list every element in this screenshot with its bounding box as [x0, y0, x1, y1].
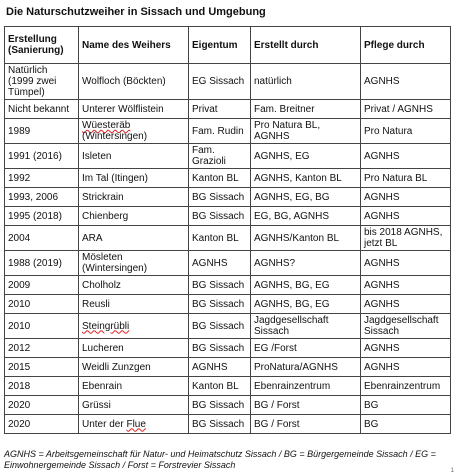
cell-erstellung: 2009: [5, 276, 79, 295]
cell-pflege-durch: AGNHS: [361, 295, 451, 314]
cell-name: Cholholz: [79, 276, 189, 295]
cell-pflege-durch: BG: [361, 396, 451, 415]
cell-pflege-durch: AGNHS: [361, 251, 451, 276]
cell-eigentum: AGNHS: [189, 358, 251, 377]
cell-erstellt-durch: AGNHS, EG, BG: [251, 188, 361, 207]
cell-pflege-durch: AGNHS: [361, 339, 451, 358]
table-row: [5, 314, 451, 339]
cell-eigentum: BG Sissach: [189, 339, 251, 358]
cell-erstellt-durch: BG / Forst: [251, 415, 361, 434]
table-row: [5, 144, 451, 169]
cell-eigentum: BG Sissach: [189, 415, 251, 434]
table-row: [5, 295, 451, 314]
table-row: [5, 358, 451, 377]
header-pflege-durch: Pflege durch: [361, 27, 451, 64]
table-header-row: [5, 27, 451, 64]
cell-pflege-durch: Pro Natura: [361, 119, 451, 144]
cell-name: Unter der Flue: [79, 415, 189, 434]
cell-erstellung: 1993, 2006: [5, 188, 79, 207]
cell-erstellung: 2018: [5, 377, 79, 396]
cell-pflege-durch: Jagdgesellschaft Sissach: [361, 314, 451, 339]
cell-name: Wolfloch (Böckten): [79, 64, 189, 100]
cell-pflege-durch: AGNHS: [361, 64, 451, 100]
cell-erstellt-durch: Fam. Breitner: [251, 100, 361, 119]
table-row: [5, 100, 451, 119]
cell-erstellt-durch: ProNatura/AGNHS: [251, 358, 361, 377]
cell-name: Unterer Wölflistein: [79, 100, 189, 119]
page-title: Die Naturschutzweiher in Sissach und Umgebung: [6, 6, 266, 18]
ponds-table: [4, 26, 451, 434]
cell-erstellung: 1995 (2018): [5, 207, 79, 226]
header-erstellt-durch: Erstellt durch: [251, 27, 361, 64]
cell-erstellt-durch: natürlich: [251, 64, 361, 100]
table-row: [5, 207, 451, 226]
cell-erstellung: 1992: [5, 169, 79, 188]
table-body: [5, 64, 451, 434]
table-row: [5, 169, 451, 188]
cell-name: Weidli Zunzgen: [79, 358, 189, 377]
cell-erstellt-durch: EG, BG, AGNHS: [251, 207, 361, 226]
cell-pflege-durch: bis 2018 AGNHS, jetzt BL: [361, 226, 451, 251]
cell-pflege-durch: AGNHS: [361, 188, 451, 207]
cell-eigentum: Kanton BL: [189, 169, 251, 188]
cell-pflege-durch: AGNHS: [361, 144, 451, 169]
cell-pflege-durch: AGNHS: [361, 276, 451, 295]
table-row: [5, 339, 451, 358]
cell-name: Lucheren: [79, 339, 189, 358]
spellcheck-word: Steingrübli: [82, 320, 130, 332]
cell-erstellung: 1991 (2016): [5, 144, 79, 169]
spellcheck-word: Flue: [126, 418, 146, 430]
table-row: [5, 251, 451, 276]
cell-name: Mösleten (Wintersingen): [79, 251, 189, 276]
cell-name: ARA: [79, 226, 189, 251]
cell-erstellt-durch: AGNHS, EG: [251, 144, 361, 169]
cell-name: Strickrain: [79, 188, 189, 207]
cell-name: [79, 314, 189, 339]
cell-erstellt-durch: Ebenrainzentrum: [251, 377, 361, 396]
cell-erstellt-durch: Jagdgesellschaft Sissach: [251, 314, 361, 339]
header-erstellung: Erstellung (Sanierung): [5, 27, 79, 64]
cell-erstellt-durch: Pro Natura BL, AGNHS: [251, 119, 361, 144]
cell-eigentum: BG Sissach: [189, 188, 251, 207]
table-row: [5, 276, 451, 295]
table-row: [5, 415, 451, 434]
cell-eigentum: Kanton BL: [189, 226, 251, 251]
cell-erstellung: 2015: [5, 358, 79, 377]
table-row: [5, 119, 451, 144]
cell-erstellung: Natürlich (1999 zwei Tümpel): [5, 64, 79, 100]
cell-eigentum: BG Sissach: [189, 396, 251, 415]
table-row: [5, 377, 451, 396]
spellcheck-word: Wüesteräb: [82, 120, 131, 131]
cell-pflege-durch: BG: [361, 415, 451, 434]
cell-name: Im Tal (Itingen): [79, 169, 189, 188]
cell-erstellung: Nicht bekannt: [5, 100, 79, 119]
cell-erstellung: 2020: [5, 396, 79, 415]
cell-erstellt-durch: AGNHS, BG, EG: [251, 276, 361, 295]
cell-erstellt-durch: EG /Forst: [251, 339, 361, 358]
cell-erstellung: 2010: [5, 314, 79, 339]
cell-erstellt-durch: AGNHS, Kanton BL: [251, 169, 361, 188]
cell-eigentum: EG Sissach: [189, 64, 251, 100]
table-row: [5, 226, 451, 251]
table-row: [5, 64, 451, 100]
cell-erstellt-durch: AGNHS, BG, EG: [251, 295, 361, 314]
cell-eigentum: Fam. Rudin: [189, 119, 251, 144]
cell-pflege-durch: Ebenrainzentrum: [361, 377, 451, 396]
cell-pflege-durch: Privat / AGNHS: [361, 100, 451, 119]
cell-eigentum: AGNHS: [189, 251, 251, 276]
table-row: [5, 396, 451, 415]
cell-name: Ebenrain: [79, 377, 189, 396]
cell-eigentum: Fam. Grazioli: [189, 144, 251, 169]
cell-erstellung: 1989: [5, 119, 79, 144]
cell-name: Chienberg: [79, 207, 189, 226]
corner-mark: 1: [450, 468, 454, 474]
table-row: [5, 188, 451, 207]
cell-eigentum: Kanton BL: [189, 377, 251, 396]
cell-erstellung: 2004: [5, 226, 79, 251]
cell-pflege-durch: Pro Natura BL: [361, 169, 451, 188]
header-eigentum: Eigentum: [189, 27, 251, 64]
cell-name: Grüssi: [79, 396, 189, 415]
cell-eigentum: BG Sissach: [189, 276, 251, 295]
cell-erstellung: 1988 (2019): [5, 251, 79, 276]
cell-pflege-durch: AGNHS: [361, 358, 451, 377]
cell-pflege-durch: AGNHS: [361, 207, 451, 226]
cell-erstellt-durch: AGNHS?: [251, 251, 361, 276]
cell-eigentum: BG Sissach: [189, 207, 251, 226]
cell-erstellt-durch: AGNHS/Kanton BL: [251, 226, 361, 251]
cell-name: Reusli: [79, 295, 189, 314]
footnote: AGNHS = Arbeitsgemeinschaft für Natur- und Heimatschutz Sissach / BG = Bürgergemeinde Sissach / EG = Einwohnergemeinde Sissach / Forst = Forstrevier Sissach: [4, 449, 436, 470]
cell-eigentum: BG Sissach: [189, 295, 251, 314]
cell-eigentum: BG Sissach: [189, 314, 251, 339]
cell-eigentum: Privat: [189, 100, 251, 119]
cell-erstellung: 2020: [5, 415, 79, 434]
cell-erstellung: 2012: [5, 339, 79, 358]
cell-name: Wüesteräb (Wintersingen): [79, 119, 189, 144]
header-name: Name des Weihers: [79, 27, 189, 64]
cell-erstellt-durch: BG / Forst: [251, 396, 361, 415]
cell-erstellung: 2010: [5, 295, 79, 314]
cell-name: Isleten: [79, 144, 189, 169]
